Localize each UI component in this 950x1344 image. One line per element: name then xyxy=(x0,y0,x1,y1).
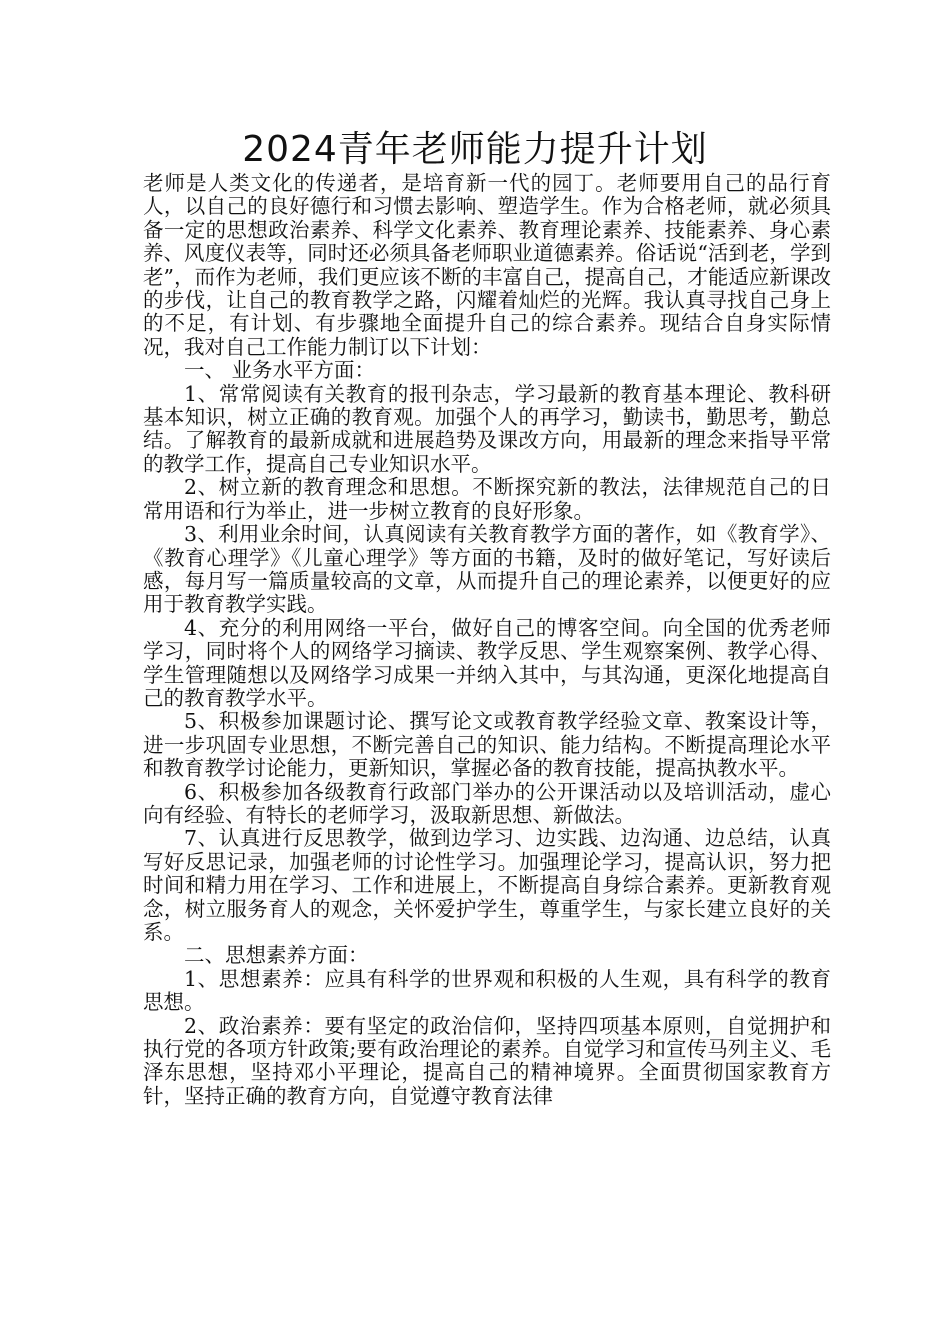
paragraph-intro: 老师是人类文化的传递者，是培育新一代的园丁。老师要用自己的品行育人，以自己的良好德行和习惯去影响、塑造学生。作为合格老师，就必须具备一定的思想政治素养、科学文化素养、教育理论素养、技能素养、身心素养、风度仪表等，同时还必须具备老师职业道德素养。俗话说“活到老，学到老”，而作为老师，我们更应该不断的丰富自己，提高自己，才能适应新课改的步伐，让自己的教育教学之路，闪耀着灿烂的光辉。我认真寻找自己身上的不足，有计划、有步骤地全面提升自己的综合素养。现结合自身实际情况，我对自己工作能力制订以下计划： xyxy=(143,171,831,359)
paragraph-business-7: 7、认真进行反思教学，做到边学习、边实践、边沟通、边总结，认真写好反思记录，加强老师的讨论性学习。加强理论学习，提高认识，努力把时间和精力用在学习、工作和进展上，不断提高自身综合素养。更新教育观念，树立服务育人的观念，关怀爱护学生，尊重学生，与家长建立良好的关系。 xyxy=(143,826,831,944)
paragraph-business-2: 2、树立新的教育理念和思想。不断探究新的教法，法律规范自己的日常用语和行为举止，进一步树立教育的良好形象。 xyxy=(143,475,831,523)
paragraph-business-5: 5、积极参加课题讨论、撰写论文或教育教学经验文章、教案设计等，进一步巩固专业思想，不断完善自己的知识、能力结构。不断提高理论水平和教育教学讨论能力，更新知识，掌握必备的教育技能，提高执教水平。 xyxy=(143,709,831,781)
paragraph-ideology-1: 1、思想素养：应具有科学的世界观和积极的人生观，具有科学的教育思想。 xyxy=(143,966,831,1015)
paragraph-business-1: 1、常常阅读有关教育的报刊杂志，学习最新的教育基本理论、教科研基本知识，树立正确的教育观。加强个人的再学习，勤读书，勤思考，勤总结。了解教育的最新成就和进展趋势及课改方向，用最新的理念来指导平常的教学工作，提高自己专业知识水平。 xyxy=(143,381,831,476)
document-title: 2024青年老师能力提升计划 xyxy=(242,129,708,170)
section-heading-ideology: 二、思想素养方面： xyxy=(184,943,369,968)
paragraph-business-3: 3、利用业余时间，认真阅读有关教育教学方面的著作，如《教育学》、《教育心理学》《儿童心理学》等方面的书籍，及时的做好笔记，写好读后感，每月写一篇质量较高的文章，从而提升自己的理论素养，以便更好的应用于教育教学实践。 xyxy=(143,522,831,617)
section-heading-business: 一、 业务水平方面： xyxy=(184,358,376,383)
paragraph-ideology-2: 2、政治素养：要有坚定的政治信仰，坚持四项基本原则，自觉拥护和执行党的各项方针政策;要有政治理论的素养。自觉学习和宣传马列主义、毛泽东思想，坚持邓小平理论，提高自己的精神境界。全面贯彻国家教育方针，坚持正确的教育方向，自觉遵守教育法律 xyxy=(143,1013,831,1108)
document-body xyxy=(143,172,831,1108)
paragraph-business-6: 6、积极参加各级教育行政部门举办的公开课活动以及培训活动，虚心向有经验、有特长的老师学习，汲取新思想、新做法。 xyxy=(143,779,831,827)
paragraph-business-4: 4、充分的利用网络一平台，做好自己的博客空间。向全国的优秀老师学习，同时将个人的网络学习摘读、教学反思、学生观察案例、教学心得、学生管理随想以及网络学习成果一并纳入其中，与其沟通，更深化地提高自己的教育教学水平。 xyxy=(143,615,831,710)
